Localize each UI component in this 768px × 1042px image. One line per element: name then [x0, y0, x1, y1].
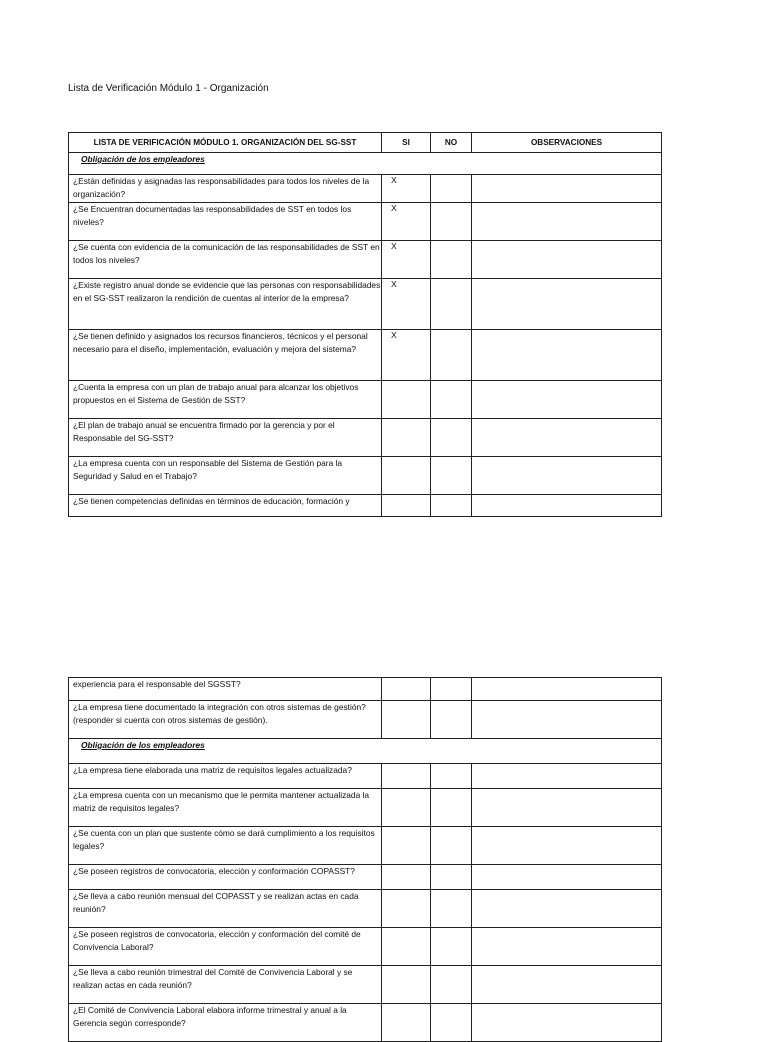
question-cell: ¿Se poseen registros de convocatoria, elección y conformación COPASST?	[69, 865, 382, 890]
section-cell	[69, 739, 662, 764]
observations-cell[interactable]	[472, 175, 662, 203]
observations-cell[interactable]	[472, 456, 662, 494]
question-cell: ¿Existe registro anual donde se evidencie que las personas con responsabilidades en el SG-SST realizaron la rendición de cuentas al interior de la empresa?	[69, 278, 382, 329]
observations-cell[interactable]	[472, 789, 662, 827]
question-cell: ¿La empresa cuenta con un mecanismo que le permita mantener actualizada la matriz de requisitos legales?	[69, 789, 382, 827]
si-cell[interactable]	[382, 494, 431, 516]
table-row	[69, 890, 662, 928]
si-cell[interactable]	[382, 202, 431, 240]
no-cell[interactable]	[431, 966, 472, 1004]
observations-cell[interactable]	[472, 380, 662, 418]
observations-cell[interactable]	[472, 494, 662, 516]
observations-cell[interactable]	[472, 202, 662, 240]
question-cell: ¿Están definidas y asignadas las responsabilidades para todos los niveles de la organización?	[69, 175, 382, 203]
si-mark: X	[391, 240, 397, 251]
si-cell[interactable]	[382, 329, 431, 380]
si-cell[interactable]	[382, 678, 431, 701]
table-row	[69, 678, 662, 701]
si-cell[interactable]	[382, 764, 431, 789]
si-cell[interactable]	[382, 418, 431, 456]
section-label: Obligación de los empleadores	[81, 154, 205, 164]
si-cell[interactable]	[382, 380, 431, 418]
observations-column-header: OBSERVACIONES	[472, 133, 662, 153]
question-column-header: LISTA DE VERIFICACIÓN MÓDULO 1. ORGANIZACIÓN DEL SG-SST	[69, 133, 382, 153]
question-cell: ¿Se poseen registros de convocatoria, elección y conformación del comité de Convivencia Laboral?	[69, 928, 382, 966]
no-cell[interactable]	[431, 890, 472, 928]
si-cell[interactable]	[382, 175, 431, 203]
table-row	[69, 827, 662, 865]
no-cell[interactable]	[431, 494, 472, 516]
no-cell[interactable]	[431, 865, 472, 890]
no-cell[interactable]	[431, 380, 472, 418]
si-column-header: SI	[382, 133, 431, 153]
si-cell[interactable]	[382, 1004, 431, 1042]
section-label: Obligación de los empleadores	[81, 740, 205, 750]
table-row	[69, 456, 662, 494]
no-cell[interactable]	[431, 928, 472, 966]
question-cell: ¿Se tienen competencias definidas en términos de educación, formación y	[69, 494, 382, 516]
no-cell[interactable]	[431, 278, 472, 329]
observations-cell[interactable]	[472, 701, 662, 739]
question-cell: ¿Cuenta la empresa con un plan de trabajo anual para alcanzar los objetivos propuestos en el Sistema de Gestión de SST?	[69, 380, 382, 418]
table-row	[69, 966, 662, 1004]
si-cell[interactable]	[382, 890, 431, 928]
si-mark: X	[391, 202, 397, 213]
table-row	[69, 928, 662, 966]
si-cell[interactable]	[382, 240, 431, 278]
no-cell[interactable]	[431, 764, 472, 789]
observations-cell[interactable]	[472, 1004, 662, 1042]
no-cell[interactable]	[431, 240, 472, 278]
table-row	[69, 278, 662, 329]
question-cell: ¿Se Encuentran documentadas las responsabilidades de SST en todos los niveles?	[69, 202, 382, 240]
table-header-row	[69, 133, 662, 153]
table-row	[69, 494, 662, 516]
table-body	[69, 678, 662, 1042]
question-cell: ¿La empresa cuenta con un responsable del Sistema de Gestión para la Seguridad y Salud en el Trabajo?	[69, 456, 382, 494]
si-cell[interactable]	[382, 928, 431, 966]
si-cell[interactable]	[382, 966, 431, 1004]
no-cell[interactable]	[431, 678, 472, 701]
si-mark: X	[391, 278, 397, 289]
question-cell: ¿Se cuenta con un plan que sustente cómo se dará cumplimiento a los requisitos legales?	[69, 827, 382, 865]
si-cell[interactable]	[382, 278, 431, 329]
si-cell[interactable]	[382, 456, 431, 494]
table-row	[69, 175, 662, 203]
question-cell: ¿Se lleva a cabo reunión trimestral del Comité de Convivencia Laboral y se realizan actas en cada reunión?	[69, 966, 382, 1004]
checklist-table-part-2	[68, 677, 662, 1042]
table-row	[69, 701, 662, 739]
no-cell[interactable]	[431, 329, 472, 380]
checklist-table-part-1	[68, 132, 662, 517]
observations-cell[interactable]	[472, 240, 662, 278]
no-cell[interactable]	[431, 827, 472, 865]
question-cell: ¿El plan de trabajo anual se encuentra firmado por la gerencia y por el Responsable del SG-SST?	[69, 418, 382, 456]
table-row	[69, 380, 662, 418]
document-title: Lista de Verificación Módulo 1 - Organización	[68, 83, 269, 94]
observations-cell[interactable]	[472, 329, 662, 380]
table-row	[69, 329, 662, 380]
no-cell[interactable]	[431, 701, 472, 739]
table-row	[69, 240, 662, 278]
table-row	[69, 202, 662, 240]
observations-cell[interactable]	[472, 278, 662, 329]
question-cell: ¿El Comité de Convivencia Laboral elabora informe trimestral y anual a la Gerencia según corresponde?	[69, 1004, 382, 1042]
question-cell: experiencia para el responsable del SGSST?	[69, 678, 382, 701]
section-row	[69, 153, 662, 175]
question-cell: ¿Se lleva a cabo reunión mensual del COPASST y se realizan actas en cada reunión?	[69, 890, 382, 928]
si-cell[interactable]	[382, 865, 431, 890]
observations-cell[interactable]	[472, 865, 662, 890]
si-cell[interactable]	[382, 789, 431, 827]
section-cell	[69, 153, 662, 175]
no-cell[interactable]	[431, 202, 472, 240]
no-cell[interactable]	[431, 1004, 472, 1042]
table-row	[69, 764, 662, 789]
no-column-header: NO	[431, 133, 472, 153]
question-cell: ¿La empresa tiene documentado la integración con otros sistemas de gestión? (responder si cuenta con otros sistemas de gestión).	[69, 701, 382, 739]
section-row	[69, 739, 662, 764]
observations-cell[interactable]	[472, 678, 662, 701]
observations-cell[interactable]	[472, 827, 662, 865]
observations-cell[interactable]	[472, 928, 662, 966]
no-cell[interactable]	[431, 418, 472, 456]
observations-cell[interactable]	[472, 890, 662, 928]
si-mark: X	[391, 175, 397, 185]
si-cell[interactable]	[382, 827, 431, 865]
question-cell: ¿La empresa tiene elaborada una matriz de requisitos legales actualizada?	[69, 764, 382, 789]
question-cell: ¿Se cuenta con evidencia de la comunicación de las responsabilidades de SST en todos los niveles?	[69, 240, 382, 278]
table-row	[69, 865, 662, 890]
no-cell[interactable]	[431, 175, 472, 203]
table-body	[69, 153, 662, 517]
observations-cell[interactable]	[472, 966, 662, 1004]
table-row	[69, 1004, 662, 1042]
si-cell[interactable]	[382, 701, 431, 739]
si-mark: X	[391, 329, 397, 340]
question-cell: ¿Se tienen definido y asignados los recursos financieros, técnicos y el personal necesario para el diseño, implementación, evaluación y mejora del sistema?	[69, 329, 382, 380]
table-row	[69, 418, 662, 456]
observations-cell[interactable]	[472, 764, 662, 789]
table-row	[69, 789, 662, 827]
no-cell[interactable]	[431, 456, 472, 494]
no-cell[interactable]	[431, 789, 472, 827]
observations-cell[interactable]	[472, 418, 662, 456]
